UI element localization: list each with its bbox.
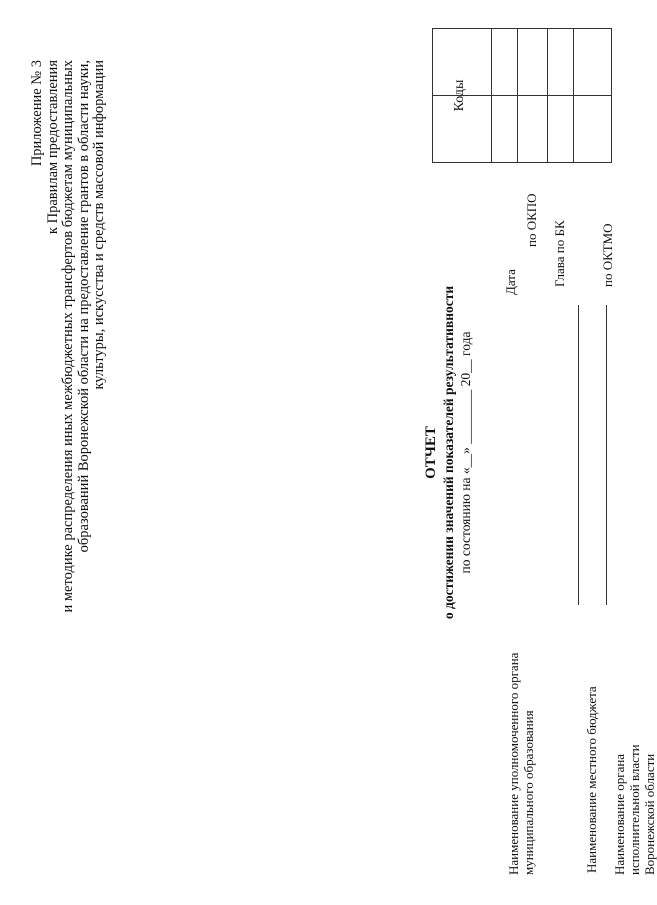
report-subtitle: о достижении значений показателей результативности [441,285,456,620]
codes-chapter-bk-label: Глава по БК [552,220,567,287]
codes-okpo-label: по ОКПО [524,193,539,247]
appendix-number: Приложение № 3 [29,60,45,167]
budget-label: Наименование местного бюджета [584,686,599,873]
appendix-header [0,0,108,905]
codes-oktmo-label: по ОКТМО [600,223,615,287]
authority-field-line [578,305,579,605]
report-title: ОТЧЕТ [423,426,439,479]
codes-table [432,28,612,163]
authority-label: Наименование уполномоченного органа муниципального образования [506,652,536,875]
report-date-line: по состоянию на «__» ________ 20__ года [458,331,473,574]
appendix-culture-line: культуры, искусства и средств массовой информации [91,60,107,390]
codes-header: Коды [452,79,467,112]
appendix-methodology-line: и методике распределения иных межбюджетных трансфертов бюджетам муниципальных [60,60,76,613]
appendix-rules-ref: к Правилам предоставления [44,60,61,235]
appendix-municipalities-line: образований Воронежской области на предоставление грантов в области науки, [75,60,92,553]
budget-field-line [606,305,607,605]
executive-label: Наименование органа исполнительной власти Воронежской области [612,744,657,875]
codes-date-label: Дата [503,269,518,295]
